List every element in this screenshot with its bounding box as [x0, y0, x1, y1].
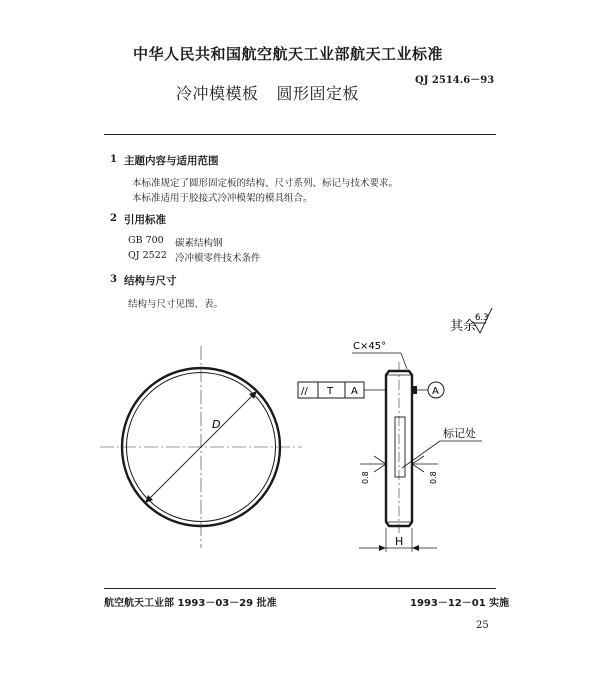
section-2-title: 引用标准	[124, 214, 166, 226]
chamfer-label: C×45°	[353, 341, 387, 352]
section-1-line-1: 本标准规定了圆形固定板的结构、尺寸系列、标记与技术要求。	[132, 178, 399, 189]
surface-finish-right: 0.8	[429, 471, 438, 484]
mark-location-label: 标记处	[443, 427, 476, 440]
arrowhead	[379, 545, 386, 551]
title-part2: 圆形固定板	[276, 84, 360, 103]
section-3-title: 结构与尺寸	[124, 275, 177, 287]
roughness-value: 6.3	[475, 313, 489, 323]
surface-finish-left: 0.8	[361, 471, 370, 484]
section-2-number: 2	[110, 213, 117, 224]
tolerance-datum-ref: A	[351, 386, 358, 397]
marking-area	[395, 417, 405, 477]
chamfer-leader-arrow	[401, 353, 407, 369]
reference-name: 冷冲模零件技术条件	[175, 253, 261, 264]
implementation-info: 1993－12－01 实施	[410, 598, 510, 609]
diameter-label: D	[212, 418, 221, 431]
footer-divider	[104, 588, 496, 589]
reference-code: GB 700	[128, 235, 164, 246]
front-view	[100, 346, 302, 548]
approval-info: 航空航天工业部 1993－03－29 批准	[104, 598, 277, 609]
roughness-prefix: 其余	[450, 319, 477, 334]
page-number: 25	[476, 620, 489, 631]
tolerance-value: T	[327, 386, 334, 397]
section-1-number: 1	[110, 154, 117, 165]
thickness-label: H	[395, 535, 404, 548]
section-1-title: 主题内容与适用范围	[124, 155, 219, 167]
reference-code: QJ 2522	[128, 250, 167, 261]
standard-organization: 中华人民共和国航空航天工业部航天工业标准	[133, 45, 444, 63]
section-1-line-2: 本标准适用于胶接式冷冲模架的模具组合。	[132, 193, 313, 204]
datum-triangle	[412, 386, 417, 394]
reference-name: 碳素结构钢	[175, 238, 223, 249]
arrowhead	[412, 545, 419, 551]
standard-code: QJ 2514.6－93	[415, 75, 495, 86]
side-view	[298, 341, 482, 552]
datum-label: A	[432, 386, 439, 397]
parallelism-symbol-icon: //	[301, 386, 308, 397]
title-part1: 冷冲模模板	[176, 84, 259, 103]
section-3-number: 3	[110, 274, 117, 285]
section-3-line-1: 结构与尺寸见图、表。	[128, 299, 224, 310]
